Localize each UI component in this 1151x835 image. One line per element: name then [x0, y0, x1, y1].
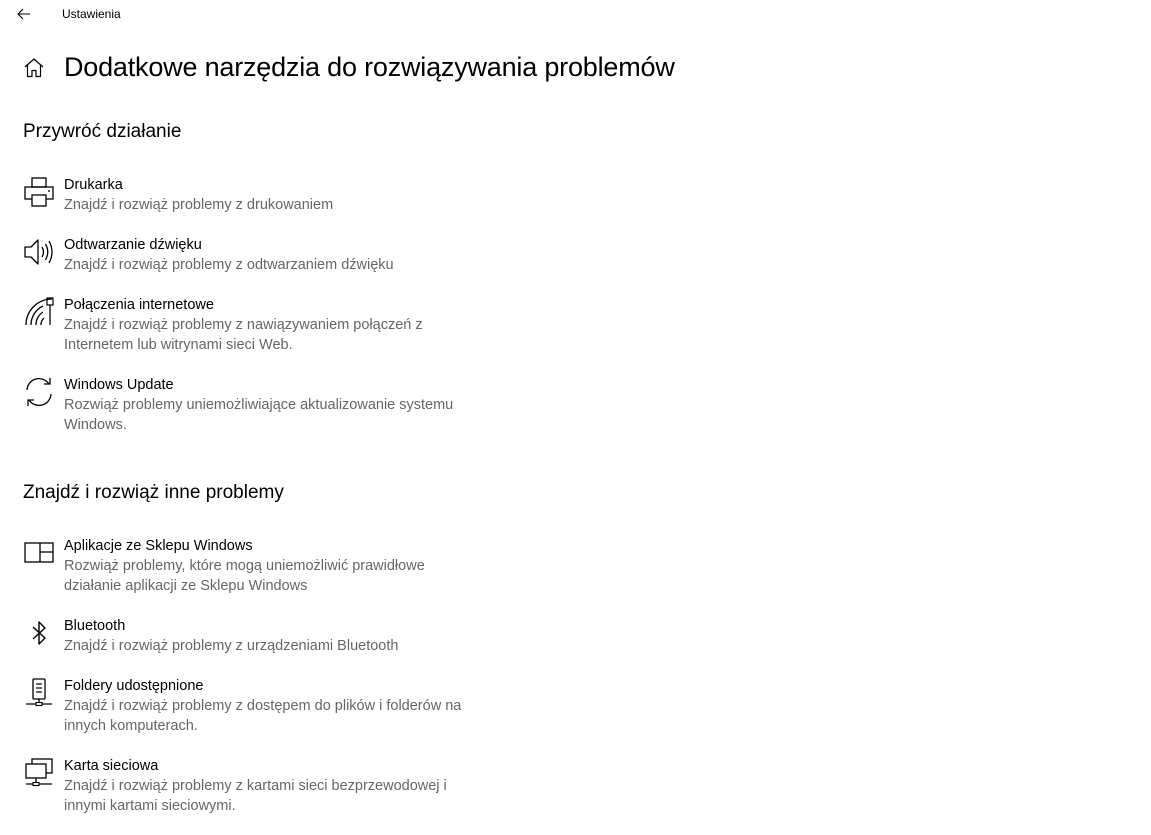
internet-connection-icon	[22, 295, 56, 329]
speaker-icon	[22, 235, 56, 269]
section-heading-get-up-and-running: Przywróć działanie	[23, 121, 182, 142]
item-title: Foldery udostępnione	[64, 678, 204, 694]
item-description: Rozwiąż problemy uniemożliwiające aktualizowanie systemu Windows.	[64, 397, 454, 433]
bluetooth-icon	[22, 616, 56, 650]
troubleshooter-printer[interactable]	[22, 175, 482, 215]
item-description: Znajdź i rozwiąż problemy z kartami sieci bezprzewodowej i innymi kartami sieciowymi.	[64, 778, 447, 814]
home-icon[interactable]	[22, 56, 46, 80]
item-title: Aplikacje ze Sklepu Windows	[64, 538, 253, 554]
troubleshooter-store-apps[interactable]	[22, 536, 482, 596]
page-header	[22, 52, 675, 83]
item-title: Bluetooth	[64, 618, 126, 634]
sync-icon	[22, 375, 56, 409]
troubleshooter-bluetooth[interactable]	[22, 616, 482, 656]
item-description: Rozwiąż problemy, które mogą uniemożliwić prawidłowe działanie aplikacji ze Sklepu Windows	[64, 558, 425, 594]
back-arrow-icon	[17, 8, 31, 20]
network-adapter-icon	[22, 756, 56, 790]
troubleshooter-network-adapter[interactable]	[22, 756, 482, 816]
item-title: Karta sieciowa	[64, 758, 159, 774]
back-button[interactable]	[8, 2, 40, 26]
printer-icon	[22, 175, 56, 209]
item-description: Znajdź i rozwiąż problemy z drukowaniem	[64, 197, 334, 213]
item-description: Znajdź i rozwiąż problemy z odtwarzaniem dźwięku	[64, 257, 394, 273]
shared-folders-icon	[22, 676, 56, 710]
troubleshooter-windows-update[interactable]	[22, 375, 482, 435]
item-title: Połączenia internetowe	[64, 297, 214, 313]
page-title: Dodatkowe narzędzia do rozwiązywania problemów	[64, 52, 675, 82]
item-description: Znajdź i rozwiąż problemy z dostępem do plików i folderów na innych komputerach.	[64, 698, 462, 734]
item-title: Drukarka	[64, 177, 123, 193]
title-bar	[0, 0, 1151, 30]
troubleshooter-playing-audio[interactable]	[22, 235, 482, 275]
item-description: Znajdź i rozwiąż problemy z urządzeniami Bluetooth	[64, 638, 399, 654]
section-heading-find-and-fix-other: Znajdź i rozwiąż inne problemy	[23, 482, 284, 503]
store-apps-icon	[22, 536, 56, 570]
troubleshooter-shared-folders[interactable]	[22, 676, 482, 736]
app-title: Ustawienia	[62, 7, 121, 21]
troubleshooter-internet-connections[interactable]	[22, 295, 482, 355]
item-title: Odtwarzanie dźwięku	[64, 237, 202, 253]
item-description: Znajdź i rozwiąż problemy z nawiązywaniem połączeń z Internetem lub witrynami sieci Web.	[64, 317, 423, 353]
item-title: Windows Update	[64, 377, 174, 393]
